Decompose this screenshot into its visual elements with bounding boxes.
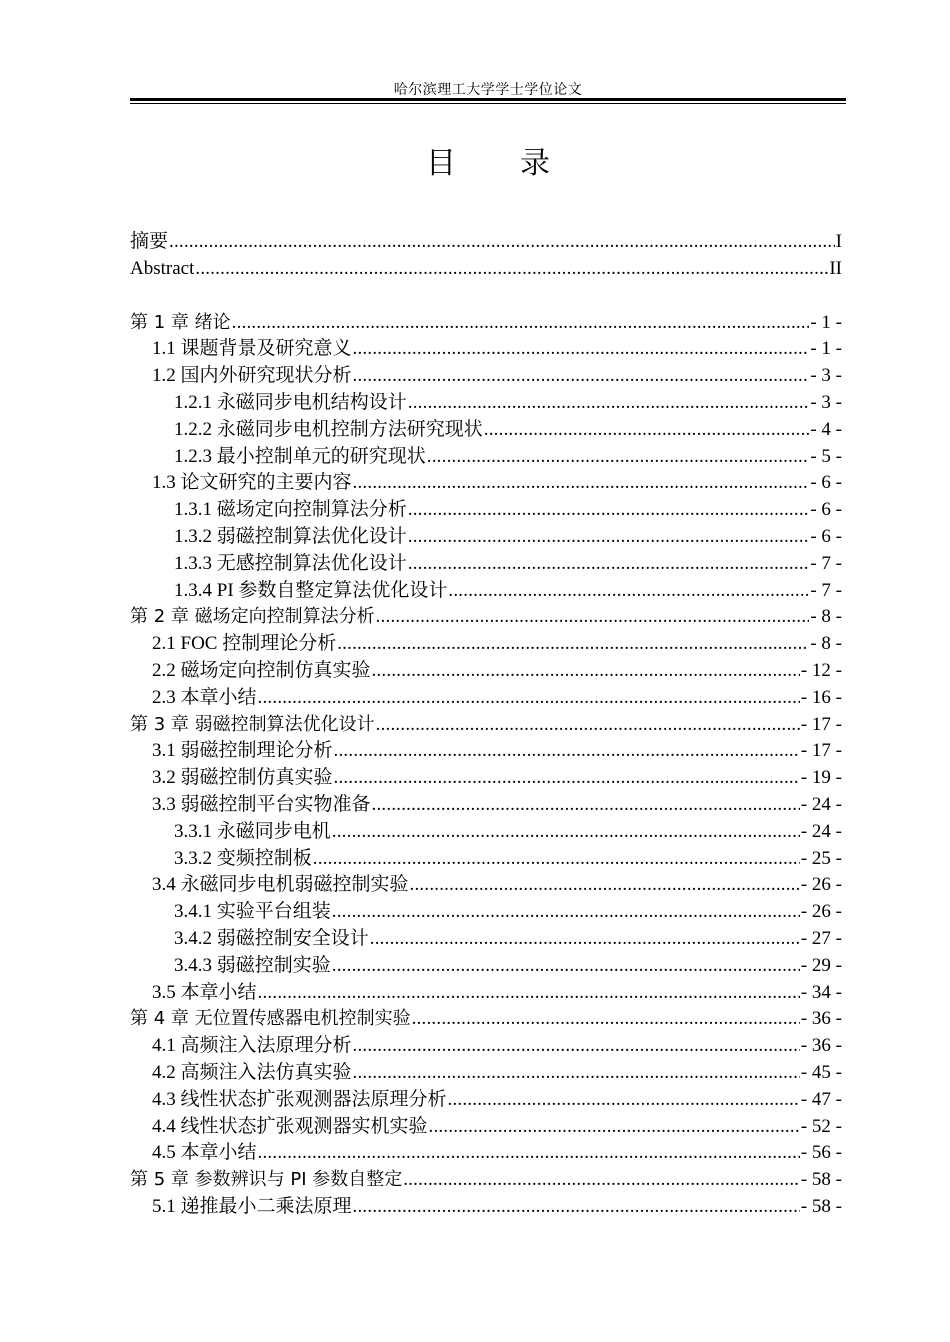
toc-entry-label: 3.4.1 实验平台组装 (174, 901, 331, 923)
toc-dot-leader (353, 362, 810, 389)
toc-page-number: - 47 - (800, 1088, 842, 1110)
toc-page-number: - 24 - (800, 820, 842, 842)
toc-dot-leader (332, 952, 800, 979)
toc-page-number: - 26 - (800, 874, 842, 896)
toc-dot-leader (169, 228, 835, 255)
toc-dot-leader (353, 1193, 800, 1220)
toc-entry-label: 1.2.1 永磁同步电机结构设计 (174, 392, 407, 413)
toc-entry-label: 3.4 永磁同步电机弱磁控制实验 (152, 874, 409, 896)
toc-dot-leader (334, 737, 800, 764)
header-rule-thick (130, 98, 846, 101)
toc-entry[interactable] (130, 416, 842, 443)
toc-dot-leader (372, 791, 800, 818)
toc-page-number: - 36 - (800, 1008, 842, 1030)
toc-chapter-entry[interactable] (130, 309, 842, 336)
toc-dot-leader (408, 496, 810, 523)
toc-entry[interactable] (130, 362, 842, 389)
toc-entry-label: 3.1 弱磁控制理论分析 (152, 740, 333, 762)
toc-page-number: - 24 - (800, 794, 842, 815)
page-header: 哈尔滨理工大学学士学位论文 (393, 83, 583, 98)
toc-dot-leader (258, 1139, 800, 1166)
toc-entry[interactable] (130, 737, 842, 764)
toc-entry-label: 3.4.2 弱磁控制安全设计 (174, 928, 369, 949)
toc-entry-label: 3.3 弱磁控制平台实物准备 (152, 794, 371, 815)
toc-entry[interactable] (130, 1032, 842, 1059)
toc-page-number: - 1 - (810, 338, 842, 360)
toc-page-number: - 27 - (800, 928, 842, 949)
toc-entry-label: 3.3.1 永磁同步电机 (174, 820, 331, 842)
toc-page-number: - 58 - (800, 1169, 842, 1191)
toc-dot-leader (337, 630, 809, 657)
toc-page-number: - 34 - (800, 981, 842, 1003)
toc-entry-label: 5.1 递推最小二乘法原理 (152, 1196, 352, 1217)
toc-entry[interactable] (130, 871, 842, 898)
toc-page-number: - 17 - (800, 713, 842, 735)
toc-entry-label: 1.2.2 永磁同步电机控制方法研究现状 (174, 418, 483, 440)
toc-entry-label: 1.3.2 弱磁控制算法优化设计 (174, 526, 407, 547)
toc-page-number: - 8 - (810, 606, 842, 628)
toc-dot-leader (334, 764, 800, 791)
toc-entry[interactable] (130, 335, 842, 362)
toc-page-number: I (835, 231, 842, 252)
toc-entry[interactable] (130, 845, 842, 872)
toc-dot-leader (372, 657, 800, 684)
toc-entry-label: 1.2 国内外研究现状分析 (152, 365, 352, 387)
toc-entry[interactable] (130, 818, 842, 845)
toc-entry-label: 3.3.2 变频控制板 (174, 847, 312, 869)
toc-entry[interactable] (130, 925, 842, 952)
toc-entry-label: 摘要 (130, 231, 169, 252)
toc-entry-label: 第 2 章 磁场定向控制算法分析 (130, 606, 375, 628)
toc-page-number: - 8 - (810, 633, 842, 655)
toc-dot-leader (448, 577, 809, 604)
toc-page-number: II (829, 257, 842, 279)
toc-entry-label: 4.4 线性状态扩张观测器实机实验 (152, 1115, 428, 1137)
toc-page-number: - 29 - (800, 954, 842, 976)
toc-page-number: - 5 - (810, 445, 842, 467)
toc-dot-leader (408, 550, 810, 577)
toc-dot-leader (429, 1113, 800, 1140)
toc-entry[interactable] (130, 657, 842, 684)
toc-entry[interactable] (130, 684, 842, 711)
toc-entry-label: 第 4 章 无位置传感器电机控制实验 (130, 1008, 411, 1030)
toc-page-number: - 7 - (810, 552, 842, 574)
toc-entry-label: 第 5 章 参数辨识与 PI 参数自整定 (130, 1169, 403, 1191)
toc-entry[interactable] (130, 764, 842, 791)
toc-entry-label: Abstract (130, 257, 195, 279)
toc-entry-label: 1.3.3 无感控制算法优化设计 (174, 552, 407, 574)
toc-page-number: - 56 - (800, 1142, 842, 1164)
toc-dot-leader (376, 603, 810, 630)
toc-entry-label: 4.3 线性状态扩张观测器法原理分析 (152, 1088, 447, 1110)
toc-entry[interactable] (130, 523, 842, 550)
toc-chapter-entry[interactable] (130, 1005, 842, 1032)
toc-chapter-entry[interactable] (130, 1166, 842, 1193)
toc-page-number: - 7 - (810, 579, 842, 601)
page-title: 目录 (426, 146, 614, 181)
toc-entry[interactable] (130, 1139, 842, 1166)
header-rule-thin (130, 103, 846, 104)
toc-dot-leader (412, 1005, 800, 1032)
toc-entry[interactable] (130, 228, 842, 255)
toc-page-number: - 52 - (800, 1115, 842, 1137)
toc-entry-label: 1.2.3 最小控制单元的研究现状 (174, 445, 426, 467)
toc-entry[interactable] (130, 496, 842, 523)
toc-entry[interactable] (130, 1059, 842, 1086)
toc-page-number: - 1 - (810, 311, 842, 333)
toc-dot-leader (313, 845, 800, 872)
toc-entry[interactable] (130, 255, 842, 282)
toc-entry-label: 2.2 磁场定向控制仿真实验 (152, 660, 371, 681)
toc-dot-leader (332, 818, 800, 845)
toc-page-number: - 16 - (800, 686, 842, 708)
toc-entry[interactable] (130, 1193, 842, 1220)
toc-entry-label: 4.5 本章小结 (152, 1142, 257, 1164)
toc-page-number: - 19 - (800, 767, 842, 789)
toc-dot-leader (258, 979, 800, 1006)
toc-entry[interactable] (130, 952, 842, 979)
toc-entry[interactable] (130, 1086, 842, 1113)
toc-dot-leader (332, 898, 800, 925)
toc-page-number: - 3 - (810, 365, 842, 387)
toc-entry-label: 4.2 高频注入法仿真实验 (152, 1062, 352, 1083)
toc-entry[interactable] (130, 630, 842, 657)
toc-dot-leader (258, 684, 800, 711)
toc-dot-leader (353, 1032, 800, 1059)
toc-entry-label: 3.2 弱磁控制仿真实验 (152, 767, 333, 789)
toc-entry-label: 1.1 课题背景及研究意义 (152, 338, 352, 360)
toc-page-number: - 26 - (800, 901, 842, 923)
toc-entry[interactable] (130, 577, 842, 604)
toc-entry-label: 2.3 本章小结 (152, 686, 257, 708)
toc-page-number: - 36 - (800, 1035, 842, 1057)
toc-entry[interactable] (130, 550, 842, 577)
toc-entry-label: 1.3 论文研究的主要内容 (152, 472, 352, 494)
toc-page-number: - 6 - (810, 472, 842, 494)
toc-page-number: - 4 - (810, 418, 842, 440)
toc-dot-leader (484, 416, 810, 443)
toc-page-number: - 6 - (810, 526, 842, 547)
toc-dot-leader (353, 1059, 800, 1086)
toc-dot-leader (410, 871, 800, 898)
toc-entry[interactable] (130, 443, 842, 470)
toc-entry-label: 4.1 高频注入法原理分析 (152, 1035, 352, 1057)
toc-entry-label: 3.5 本章小结 (152, 981, 257, 1003)
toc-page-number: - 25 - (800, 847, 842, 869)
toc-entry-label: 1.3.1 磁场定向控制算法分析 (174, 499, 407, 521)
toc-entry[interactable] (130, 389, 842, 416)
toc-entry-label: 第 3 章 弱磁控制算法优化设计 (130, 713, 375, 735)
toc-page-number: - 58 - (800, 1196, 842, 1217)
toc-dot-leader (408, 523, 810, 550)
toc-entry-label: 1.3.4 PI 参数自整定算法优化设计 (174, 579, 448, 601)
toc-dot-leader (448, 1086, 800, 1113)
toc-entry[interactable] (130, 979, 842, 1006)
toc-chapter-entry[interactable] (130, 711, 842, 738)
toc-entry-label: 2.1 FOC 控制理论分析 (152, 633, 337, 655)
toc-dot-leader (376, 711, 800, 738)
toc-entry-label: 第 1 章 绪论 (130, 311, 231, 333)
toc-dot-leader (427, 443, 810, 470)
toc-entry[interactable] (130, 469, 842, 496)
toc-page-number: - 3 - (810, 392, 842, 413)
toc-entry-label: 3.4.3 弱磁控制实验 (174, 954, 331, 976)
toc-chapter-entry[interactable] (130, 603, 842, 630)
toc-page-number: - 12 - (800, 660, 842, 681)
toc-dot-leader (232, 309, 810, 336)
toc-dot-leader (408, 389, 810, 416)
toc-page-number: - 6 - (810, 499, 842, 521)
toc-page-number: - 45 - (800, 1062, 842, 1083)
toc-dot-leader (195, 255, 828, 282)
toc-dot-leader (403, 1166, 800, 1193)
toc-dot-leader (370, 925, 800, 952)
toc-page-number: - 17 - (800, 740, 842, 762)
toc-dot-leader (353, 469, 810, 496)
toc-dot-leader (353, 335, 810, 362)
toc-entry[interactable] (130, 1113, 842, 1140)
toc-entry[interactable] (130, 791, 842, 818)
toc-entry[interactable] (130, 898, 842, 925)
